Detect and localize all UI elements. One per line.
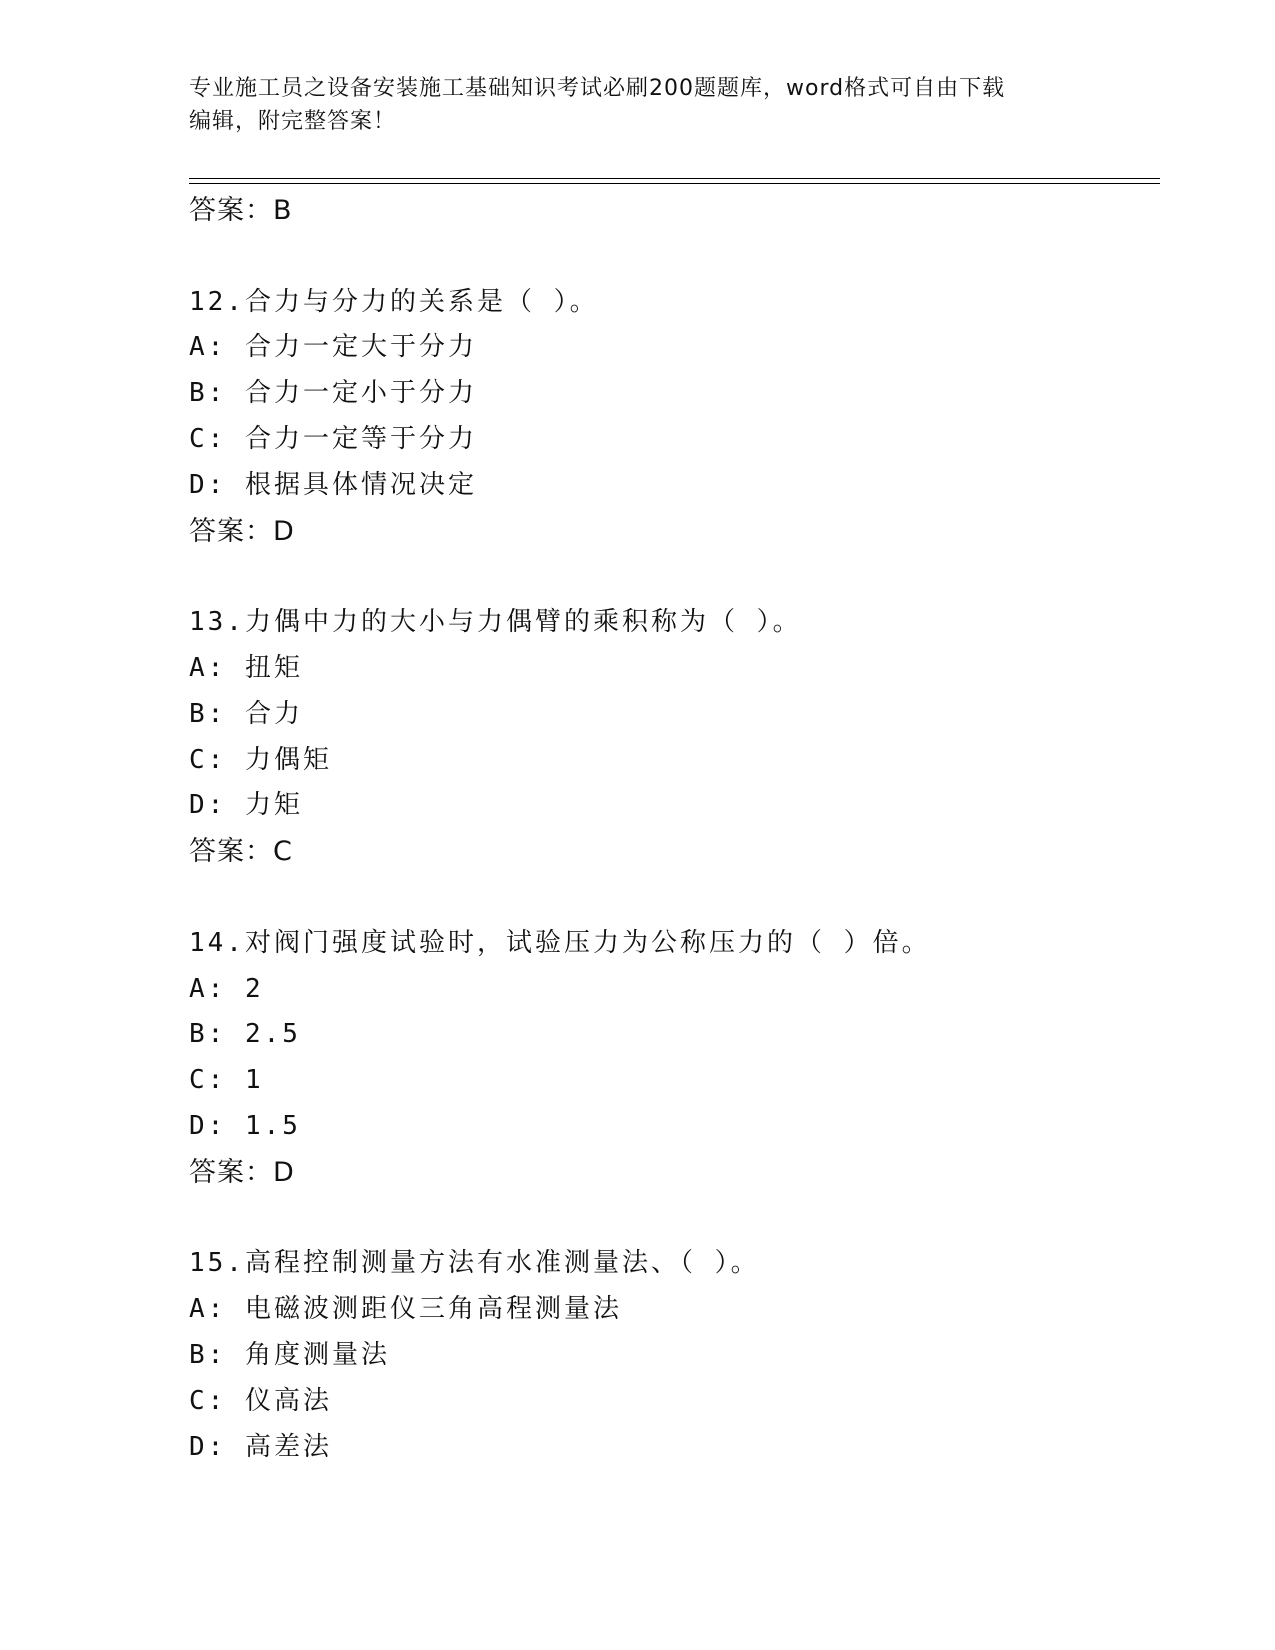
option-a: A: 2 [189, 973, 264, 1004]
question-stem: 15.高程控制测量方法有水准测量法、（ ）。 [189, 1248, 760, 1279]
previous-answer: 答案：B [189, 195, 293, 226]
spacer [189, 554, 1160, 600]
spacer [189, 234, 1160, 280]
question-stem: 12.合力与分力的关系是（ ）。 [189, 286, 599, 317]
option-c: C: 合力一定等于分力 [189, 423, 477, 454]
option-a: A: 电磁波测距仪三角高程测量法 [189, 1294, 622, 1325]
question-block [189, 600, 1160, 875]
spacer [189, 875, 1160, 921]
answer-line: 答案：C [189, 836, 293, 868]
option-b: B: 合力一定小于分力 [189, 378, 477, 409]
header-rule-bottom [189, 183, 1160, 184]
option-b: B: 角度测量法 [189, 1339, 390, 1370]
option-c: C: 仪高法 [189, 1385, 332, 1416]
header-line-1: 专业施工员之设备安装施工基础知识考试必刷200题题库，word格式可自由下载 [189, 76, 1006, 101]
option-b: B: 合力 [189, 698, 303, 729]
option-a: A: 扭矩 [189, 652, 303, 683]
answer-line: 答案：D [189, 1156, 295, 1188]
option-a: A: 合力一定大于分力 [189, 332, 477, 363]
option-d: D: 力矩 [189, 790, 303, 821]
option-b: B: 2.5 [189, 1019, 301, 1050]
question-block [189, 280, 1160, 555]
question-list [189, 188, 1160, 1470]
option-d: D: 根据具体情况决定 [189, 469, 477, 500]
header-line-2: 编辑，附完整答案！ [189, 109, 397, 134]
header-rule-top [189, 178, 1160, 179]
option-c: C: 1 [189, 1065, 264, 1096]
option-c: C: 力偶矩 [189, 744, 332, 775]
option-d: D: 高差法 [189, 1431, 332, 1462]
question-stem: 14.对阀门强度试验时，试验压力为公称压力的（ ）倍。 [189, 927, 931, 958]
document-header [189, 72, 1069, 138]
answer-line: 答案：D [189, 515, 295, 547]
option-d: D: 1.5 [189, 1110, 301, 1141]
question-block [189, 1241, 1160, 1470]
spacer [189, 1196, 1160, 1242]
question-stem: 13.力偶中力的大小与力偶臂的乘积称为（ ）。 [189, 607, 802, 638]
question-block [189, 921, 1160, 1196]
